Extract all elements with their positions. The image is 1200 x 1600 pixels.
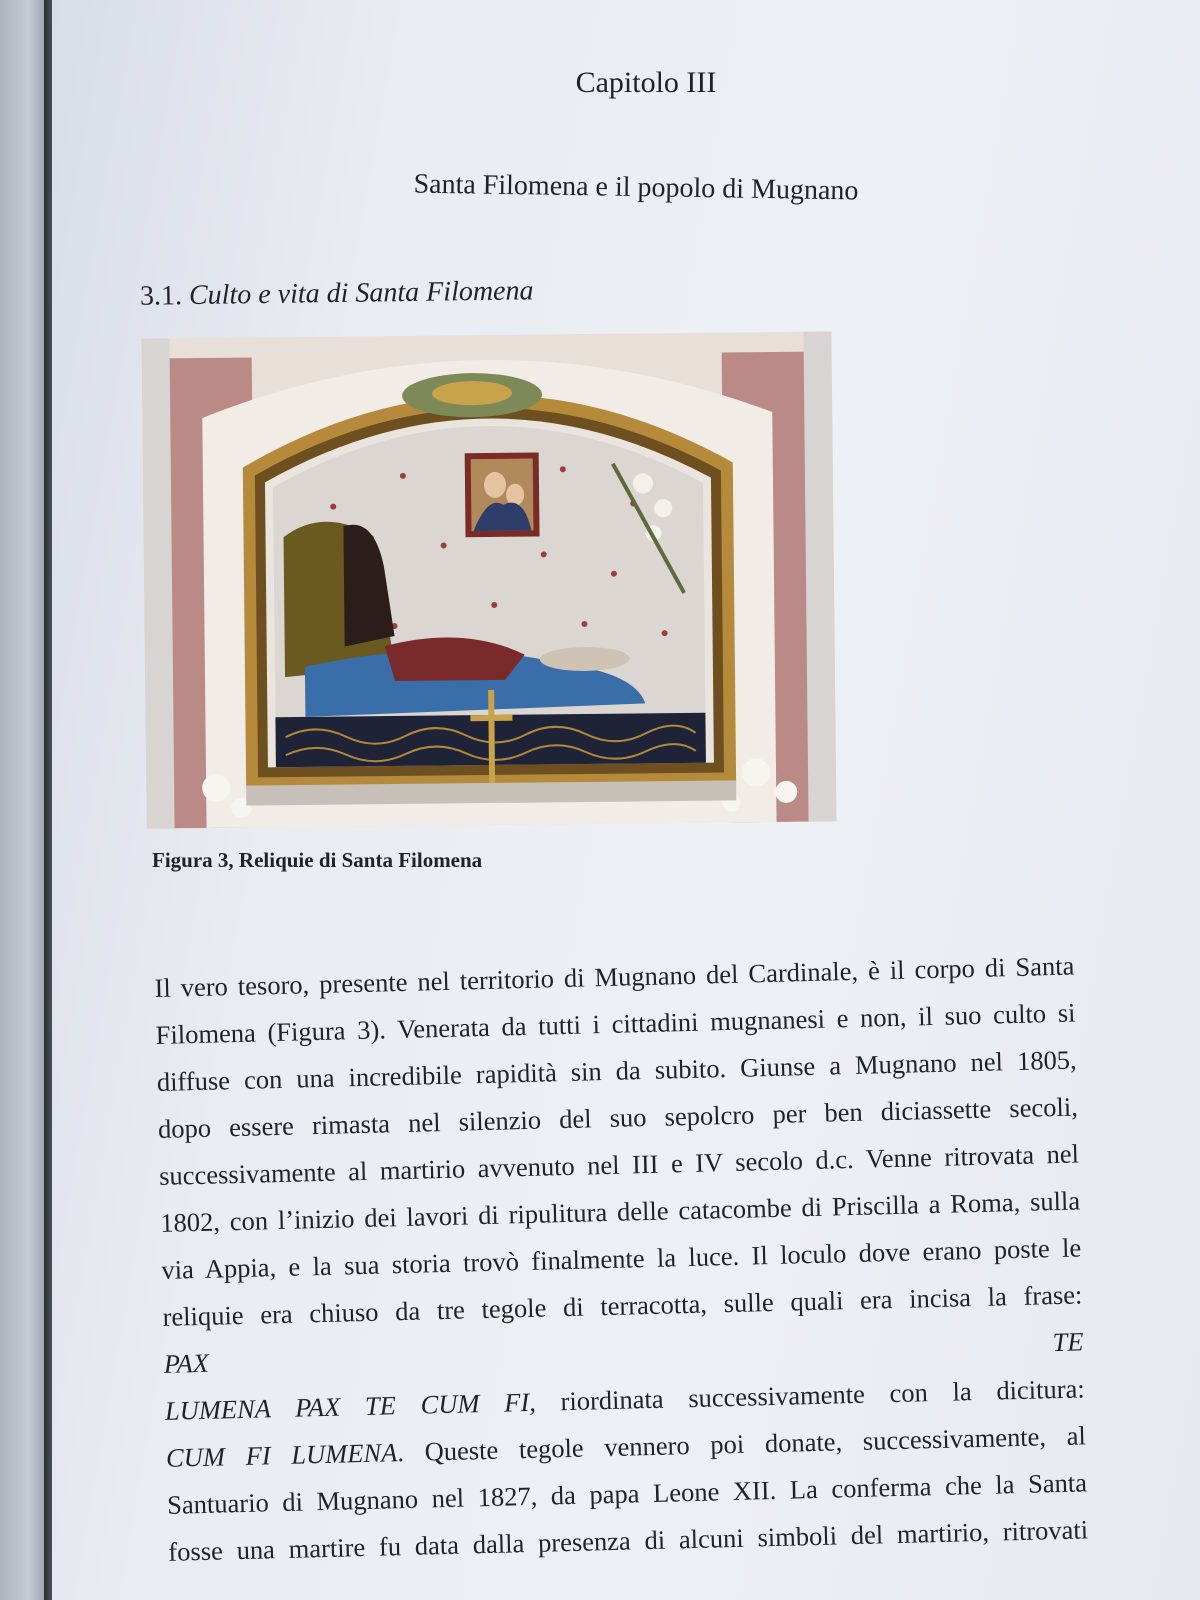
body-line: Filomena (Figura 3). Venerata da tutti i cittadini mugnanesi e non, il suo culto si <box>155 997 1076 1050</box>
latin-phrase: CUM FI LUMENA <box>165 1437 398 1473</box>
latin-phrase: LUMENA PAX TE CUM FI, <box>164 1386 537 1426</box>
body-line: Il vero tesoro, presente nel territorio di Mugnano del Cardinale, è il corpo di Santa <box>154 950 1075 1003</box>
latin-phrase: PAX TE <box>163 1326 1084 1379</box>
chapter-label: Capitolo III <box>575 66 717 99</box>
body-line: dopo essere rimasta nel silenzio del suo sepolcro per ben diciassette secoli, <box>157 1091 1079 1144</box>
body-line: successivamente al martirio avvenuto nel III e IV secolo d.c. Venne ritrovata nel <box>158 1138 1080 1191</box>
body-line: 1802, con l’inizio dei lavori di ripulitura delle catacombe di Priscilla a Roma, sulla <box>159 1185 1081 1238</box>
relic-shrine-illustration <box>141 331 836 828</box>
body-line: fosse una martire fu data dalla presenza di alcuni simboli del martirio, ritrovati <box>167 1514 1089 1567</box>
section-number: 3.1. <box>139 280 183 312</box>
body-line-text: riordinata successivamente con la dicitura: <box>535 1373 1085 1417</box>
body-line: diffuse con una incredibile rapidità sin da subito. Giunse a Mugnano nel 1805, <box>156 1044 1077 1097</box>
body-line: Santuario di Mugnano nel 1827, da papa Leone XII. La conferma che la Santa <box>166 1467 1088 1520</box>
chapter-title: Santa Filomena e il popolo di Mugnano <box>413 168 859 207</box>
page-gutter <box>44 0 52 1600</box>
figure-caption: Figura 3, Reliquie di Santa Filomena <box>152 848 483 872</box>
body-line-text: reliquie era chiuso da tre tegole di terracotta, sulle quali era incisa la frase: <box>162 1279 1083 1332</box>
body-paragraph <box>154 943 1089 1576</box>
body-line: via Appia, e la sua storia trovò finalmente la luce. Il loculo dove erano poste le <box>161 1232 1082 1285</box>
relic-photo <box>141 331 836 828</box>
body-line-text: . Queste tegole vennero poi donate, successivamente, al <box>396 1420 1087 1468</box>
section-heading <box>140 275 534 312</box>
book-page <box>52 0 1200 1600</box>
section-title: Culto e vita di Santa Filomena <box>188 275 534 312</box>
